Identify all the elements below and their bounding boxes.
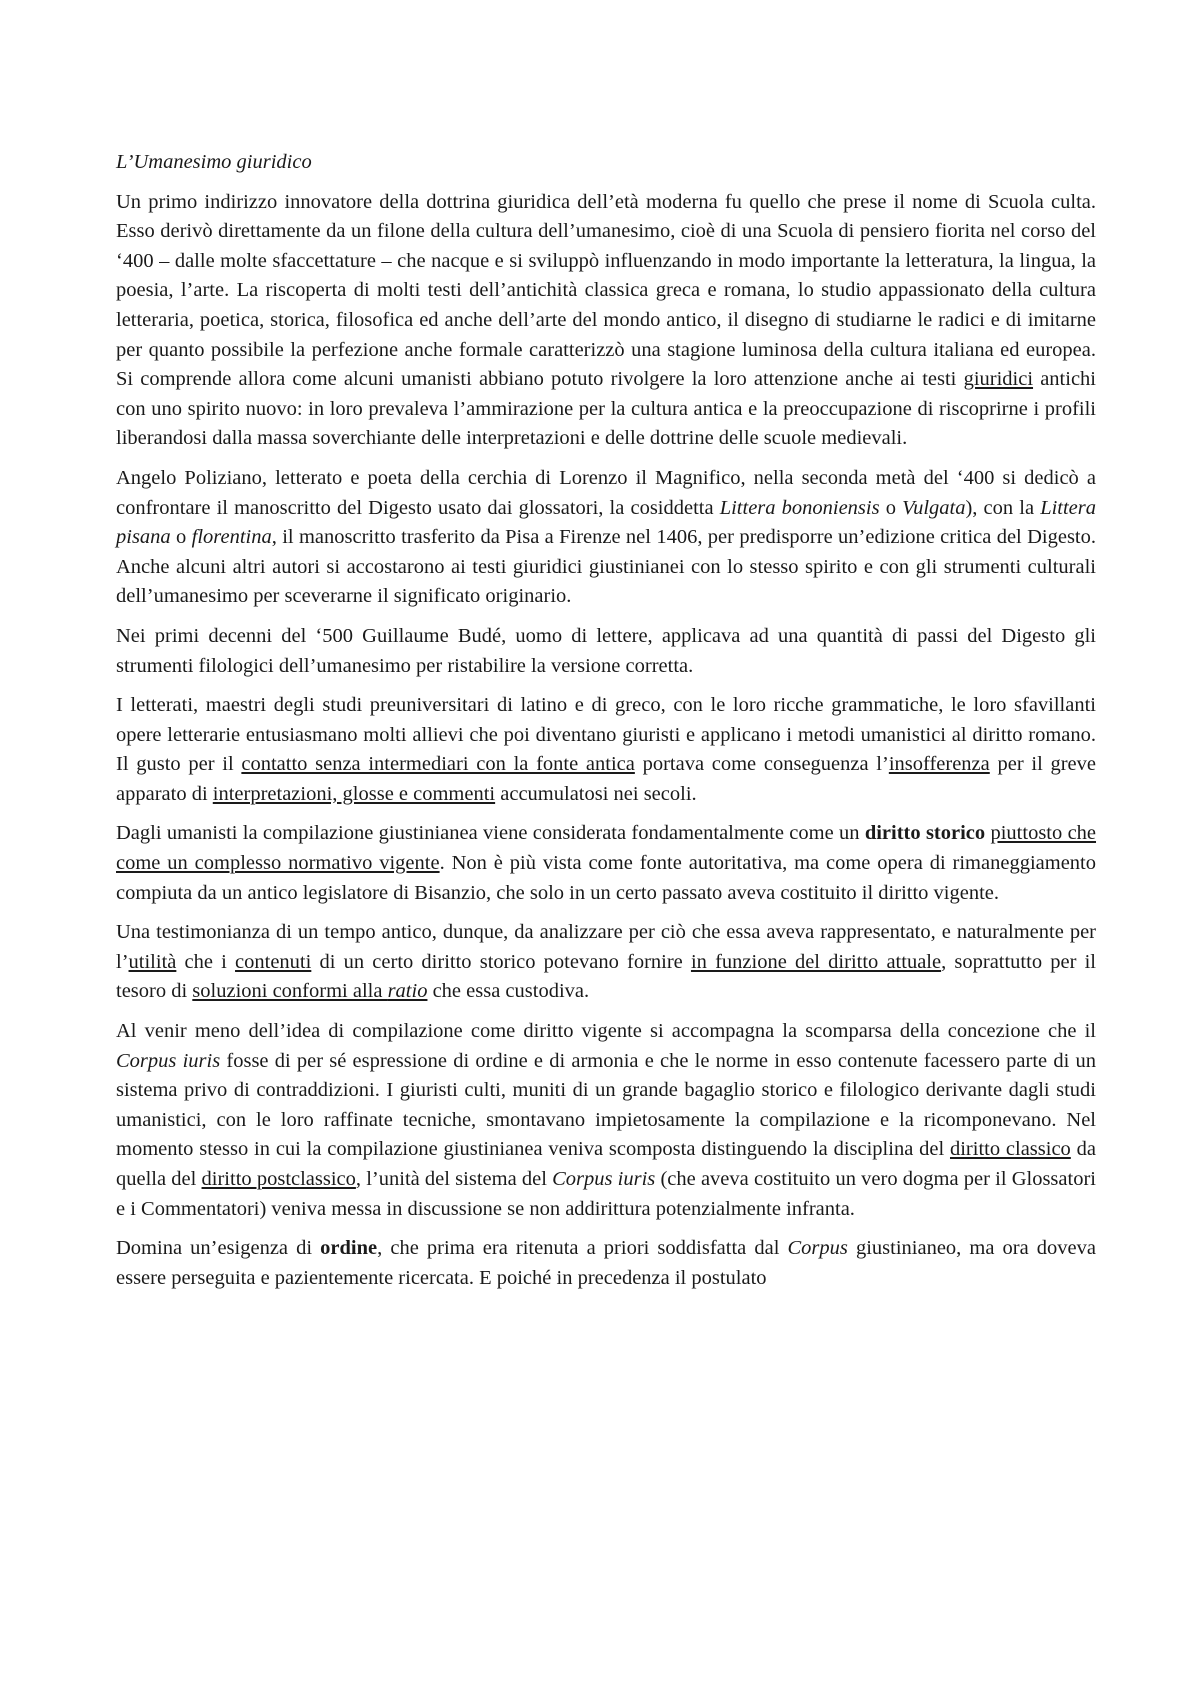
emphasized-text: diritto postclassico <box>201 1168 356 1190</box>
text-run: portava come conseguenza l’ <box>634 753 889 776</box>
emphasized-text: Littera bononiensis <box>719 496 880 519</box>
text-run: che essa custodiva. <box>427 980 590 1003</box>
text-run: Nei primi decenni del ‘500 Guillaume Budé, uomo di lettere, applicava ad una quantità di passi del Digesto gli strumenti filologici dell’umanesimo per ristabilire la versione corretta. <box>116 624 1096 677</box>
document-title: L’Umanesimo giuridico <box>116 151 312 173</box>
emphasized-text: piuttosto che come un complesso normativo vigente <box>116 822 1097 875</box>
emphasized-text: Littera pisana <box>116 496 1097 549</box>
text-run: , che prima era ritenuta a priori soddisfatta dal <box>377 1237 788 1260</box>
emphasized-text: florentina <box>191 526 272 549</box>
emphasized-text: ratio <box>387 980 428 1003</box>
emphasized-text: contenuti <box>235 950 312 973</box>
paragraph <box>116 918 1096 1007</box>
emphasized-text: soluzioni conformi alla <box>192 980 388 1003</box>
text-run: Al venir meno dell’idea di compilazione come diritto vigente si accompagna la scomparsa della concezione che il <box>116 1020 1096 1043</box>
text-run: I letterati, maestri degli studi preuniversitari di latino e di greco, con le loro ricche grammatiche, le loro sfavillanti opere letterarie entusiasmano molti allievi che poi diventano giuristi e applicano i metodi umanistici al diritto romano. Il gusto per il <box>116 694 1096 776</box>
text-run: , il manoscritto trasferito da Pisa a Firenze nel 1406, per predisporre un’edizione critica del Digesto. Anche alcuni altri autori si accostarono ai testi giuridici giustinianei con lo stesso spirito e con gli strumenti culturali dell’umanesimo per sceverarne il significato originario. <box>116 526 1096 608</box>
emphasized-text: contatto senza intermediari con la fonte antica <box>241 753 635 776</box>
text-run: Un primo indirizzo innovatore della dottrina giuridica dell’età moderna fu quello che prese il nome di Scuola culta. Esso derivò direttamente da un filone della cultura dell’umanesimo, cioè di una Scuola di pensiero fiorita nel corso del ‘400 – dalle molte sfaccettature – che nacque e si sviluppò influenzando in modo importante la letteratura, la lingua, la poesia, l’arte. La riscoperta di molti testi dell’antichità classica greca e romana, lo studio appassionato della cultura letteraria, poetica, storica, filosofica ed anche dell’arte del mondo antico, il disegno di studiarne le radici e di imitarne per quanto possibile la perfezione anche formale caratterizzò una stagione luminosa della cultura italiana ed europea. Si comprende allora come alcuni umanisti abbiano potuto rivolgere la loro attenzione anche ai testi <box>116 190 1096 391</box>
paragraph <box>116 1017 1096 1224</box>
emphasized-text: Corpus <box>787 1237 848 1260</box>
text-run: fosse di per sé espressione di ordine e di armonia e che le norme in esso contenute facessero parte di un sistema privo di contraddizioni. I giuristi culti, muniti di un grande bagaglio storico e filologico derivante dagli studi umanistici, con le loro raffinate tecniche, smontavano impietosamente la compilazione e la ricomponevano. Nel momento stesso in cui la compilazione giustinianea veniva scomposta distinguendo la disciplina del <box>116 1049 1096 1161</box>
paragraph <box>116 188 1096 454</box>
text-run: , soprattutto per il tesoro di <box>116 950 1096 1003</box>
text-run: , l’unità del sistema del <box>355 1168 553 1190</box>
emphasized-text: Corpus iuris <box>116 1049 221 1072</box>
text-run: che i <box>176 950 236 973</box>
emphasized-text: giuridici <box>963 368 1034 391</box>
emphasized-text: Corpus iuris <box>552 1168 656 1190</box>
emphasized-text: insofferenza <box>888 753 990 776</box>
emphasized-text: ordine <box>320 1237 378 1260</box>
paragraph <box>116 691 1096 809</box>
text-run: Angelo Poliziano, letterato e poeta della cerchia di Lorenzo il Magnifico, nella seconda metà del ‘400 si dedicò a confrontare il manoscritto del Digesto usato dai glossatori, la cosiddetta <box>116 466 1096 519</box>
paragraph <box>116 819 1096 908</box>
text-run: accumulatosi nei secoli. <box>495 782 697 805</box>
document-body <box>116 148 1096 1303</box>
text-run: . Non è più vista come fonte autoritativa, ma come opera di rimaneggiamento compiuta da un antico legislatore di Bisanzio, che solo in un certo passato aveva costituito il diritto vigente. <box>116 852 1096 904</box>
emphasized-text: in funzione del diritto attuale <box>690 950 942 973</box>
text-run: ), con la <box>965 496 1041 519</box>
text-run: antichi con uno spirito nuovo: in loro prevaleva l’ammirazione per la cultura antica e la preoccupazione di riscoprirne i profili liberandosi dalla massa soverchiante delle interpretazioni e delle dottrine delle scuole medievali. <box>116 368 1096 450</box>
paragraph-list <box>116 188 1096 1294</box>
text-run: Una testimonianza di un tempo antico, dunque, da analizzare per ciò che essa aveva rappresentato, e naturalmente per l’ <box>116 921 1096 973</box>
text-run: di un certo diritto storico potevano fornire <box>311 950 691 973</box>
emphasized-text: diritto classico <box>949 1138 1071 1161</box>
paragraph <box>116 464 1096 612</box>
emphasized-text: Vulgata <box>902 496 966 519</box>
text-run: (che aveva costituito un vero dogma per il Glossatori e i Commentatori) veniva messa in discussione se non addirittura potenzialmente infranta. <box>116 1168 1096 1220</box>
text-run: Dagli umanisti la compilazione giustinianea viene considerata fondamentalmente come un <box>116 822 865 845</box>
text-run: giustinianeo, ma ora doveva essere perseguita e pazientemente ricercata. E poiché in precedenza il postulato <box>116 1237 1096 1289</box>
text-run: o <box>170 526 192 549</box>
emphasized-text: diritto storico <box>864 822 986 845</box>
emphasized-text: interpretazioni, glosse e commenti <box>212 782 496 805</box>
emphasized-text: utilità <box>128 950 177 973</box>
text-run: per il greve apparato di <box>116 753 1096 805</box>
paragraph <box>116 1234 1096 1293</box>
text-run: da quella del <box>116 1138 1096 1190</box>
text-run: o <box>879 496 903 519</box>
text-run: Domina un’esigenza di <box>116 1237 321 1260</box>
paragraph <box>116 622 1096 681</box>
